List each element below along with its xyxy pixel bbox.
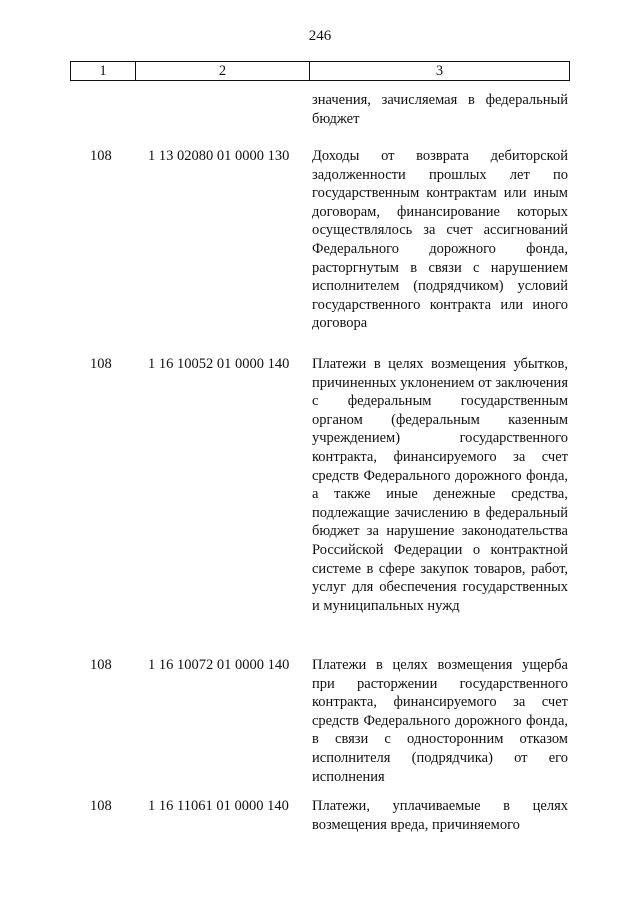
income-code: 1 16 10052 01 0000 140 <box>148 356 290 372</box>
column-header-1: 1 <box>71 62 136 81</box>
admin-code: 108 <box>90 798 112 814</box>
admin-code: 108 <box>90 356 112 372</box>
column-header-row <box>71 62 570 81</box>
row-description: Доходы от возврата дебиторской задолженности прошлых лет по государственным контрактам или иным договорам, финансирование которых осуществлялось за счет ассигнований Федерального дорожного фонда, расторгнутым в связи с нарушением исполнителем (подрядчиком) условий государственного контракта или иного договора <box>312 148 568 332</box>
row-description: Платежи в целях возмещения убытков, причиненных уклонением от заключения с федеральным государственным органом (федеральным казенным учреждением) государственного контракта, финансируемого за счет средств Федерального дорожного фонда, а также иные денежные средства, подлежащие зачислению в федеральный бюджет за нарушение законодательства Российской Федерации о контрактной системе в сфере закупок товаров, работ, услуг для обеспечения государственных и муниципальных нужд <box>312 356 568 614</box>
admin-code: 108 <box>90 148 112 164</box>
income-code: 1 13 02080 01 0000 130 <box>148 148 290 164</box>
column-header-3: 3 <box>310 62 570 81</box>
income-code: 1 16 10072 01 0000 140 <box>148 657 290 673</box>
column-header-table <box>70 61 570 81</box>
page-number: 246 <box>308 28 332 44</box>
income-code: 1 16 11061 01 0000 140 <box>148 798 289 814</box>
row-description: Платежи в целях возмещения ущерба при расторжении государственного контракта, финансируемого за счет средств Федерального дорожного фонда, в связи с односторонним отказом исполнителя (подрядчика) от его исполнения <box>312 657 568 785</box>
row-description: Платежи, уплачиваемые в целях возмещения вреда, причиняемого <box>312 798 568 833</box>
column-header-2: 2 <box>136 62 310 81</box>
admin-code: 108 <box>90 657 112 673</box>
continuation-text: значения, зачисляемая в федеральный бюджет <box>312 92 568 127</box>
